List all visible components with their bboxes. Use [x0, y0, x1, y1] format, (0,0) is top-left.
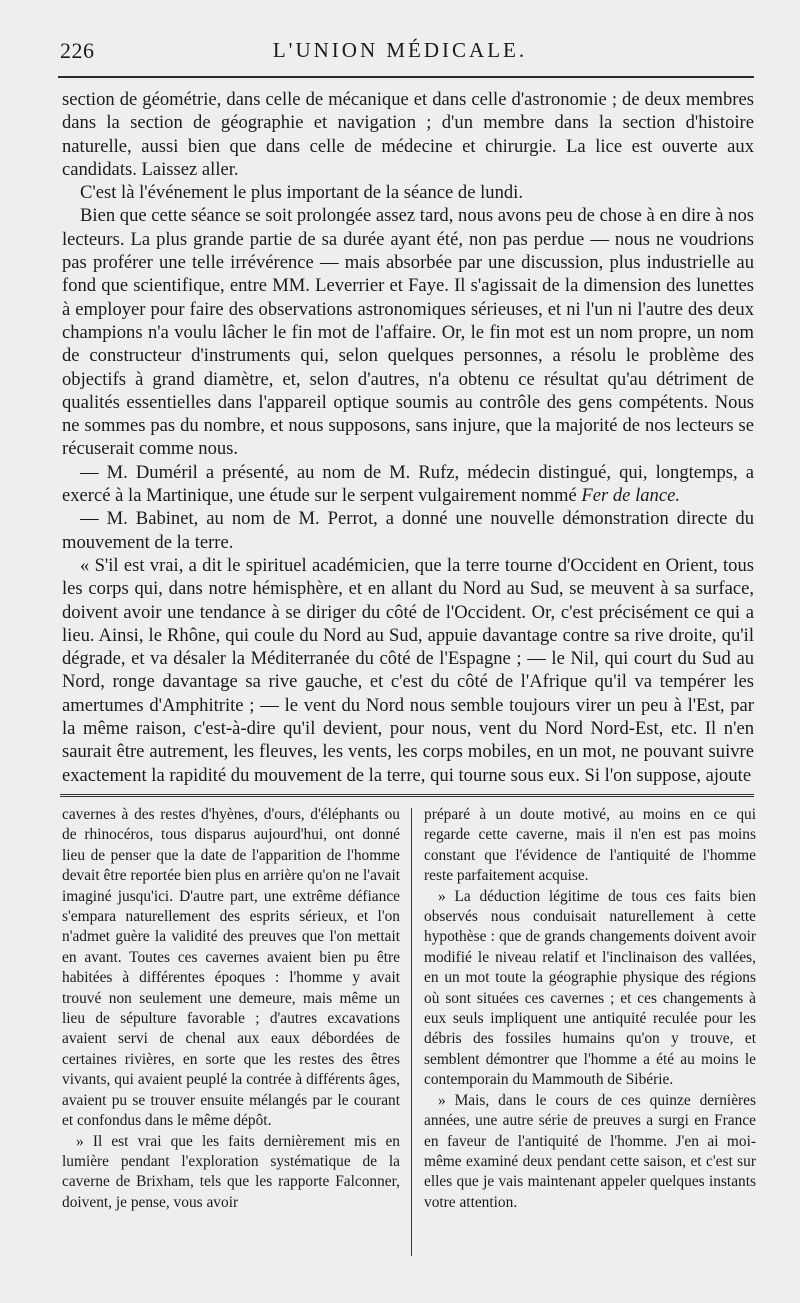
paragraph: préparé à un doute motivé, au moins en ce qui regarde cette caverne, mais il n'en est pas moins constant que l'évidence de l'antiquité de l'homme reste parfaitement acquise. [424, 806, 756, 885]
paragraph: Bien que cette séance se soit prolongée assez tard, nous avons peu de chose à en dire à nos lecteurs. La plus grande partie de sa durée ayant été, non pas perdue — nous ne voudrions pas proférer une telle irrévérence — mais absorbée par une discussion, plus industrielle au fond que scientifique, entre MM. Leverrier et Faye. Il s'agissait de la dimension des lunettes à employer pour faire des observations astronomiques sérieuses, et ni l'un ni l'autre des deux champions n'a voulu lâcher le fin mot de l'affaire. Or, le fin mot est un nom propre, un nom de constructeur d'instruments qui, selon quelques personnes, a résolu le problème des objectifs à grand diamètre, et, selon d'autres, n'a obtenu ce résultat qu'au détriment de qualités essentielles dans l'appareil optique soumis au contrôle des gens compétents. Nous ne sommes pas du nombre, et nous supposons, sans injure, que la majorité de nos lecteurs se récuserait comme nous. [62, 205, 754, 460]
paragraph: C'est là l'événement le plus important de la séance de lundi. [80, 182, 523, 204]
paragraph: cavernes à des restes d'hyènes, d'ours, d'éléphants ou de rhinocéros, tous disparus aujourd'hui, ont donné lieu de penser que la date de l'apparition de l'homme devait être reportée bien plus en arrière qu'on ne l'avait imaginé jusqu'ici. D'autre part, une extrême défiance s'empara naturellement des esprits sérieux, et l'on n'admet guère la validité des preuves que l'on mettait en avant. Toutes ces cavernes avaient bien pu être habitées à différentes époques : l'homme y avait trouvé non seulement une demeure, mais même un lieu de sépulture favorable ; d'autres excavations avaient servi de chenal aux eaux débordées de certaines rivières, en sorte que les restes des êtres vivants, qui avaient peuplé la contrée à différents âges, avaient pu se trouver ensuite mélangés par le courant et confondus dans le même dépôt. [62, 806, 400, 1130]
paragraph-dumeril [62, 461, 754, 508]
paragraph: » La déduction légitime de tous ces faits bien observés nous conduisait naturellement à cette hypothèse : que de grands changements doivent avoir modifié le niveau relatif et l'inclinaison des vallées, en un mot toute la géographie physique des régions où sont situées ces cavernes ; et ces changements à eux seuls impliquent une antiquité reculée pour les débris des fossiles humains qu'on y trouve, et semblent démontrer que l'homme a été au moins le contemporain du Mammouth de Sibérie. [424, 887, 756, 1089]
feuilleton-right-column [424, 805, 756, 1213]
paragraph: « S'il est vrai, a dit le spirituel académicien, que la terre tourne d'Occident en Orient, tous les corps qui, dans notre hémisphère, et en allant du Nord au Sud, se meuvent à sa surface, doivent avoir une tendance à se diriger du côté de l'Occident. Or, c'est précisément ce qui a lieu. Ainsi, le Rhône, qui coule du Nord au Sud, appuie davantage contre sa rive droite, qu'il dégrade, et va désaler la Méditerranée du côté de l'Espagne ; — le Nil, qui court du Sud au Nord, ronge davantage sa rive gauche, et c'est du côté de l'Afrique qu'il va tempérer les amertumes d'Amphitrite ; — le vent du Nord nous semble toujours virer un peu à l'Est, par la même raison, c'est-à-dire qu'il devient, pour nous, vent du Nord Nord-Est, etc. Il n'en saurait être autrement, les fleuves, les vents, les corps mobiles, en un mot, ne pouvant suivre exactement la rapidité du mouvement de la terre, qui tourne sous eux. Si l'on suppose, ajoute [62, 554, 754, 786]
paragraph: » Mais, dans le cours de ces quinze dernières années, une autre série de preuves a surgi en France en faveur de l'antiquité de l'homme. J'en ai moi-même examiné deux pendant cette saison, et c'est sur elles que je vais maintenant appeler quelques instants votre attention. [424, 1091, 756, 1211]
column-divider [411, 808, 412, 1256]
paragraph: section de géométrie, dans celle de mécanique et dans celle d'astronomie ; de deux membres dans la section de géographie et navigation ; d'un membre dans la section d'histoire naturelle, aussi bien que dans celle de médecine et chirurgie. La lice est ouverte aux candidats. Laissez aller. [62, 89, 754, 180]
page-number: 226 [60, 38, 95, 63]
species-name: Fer de lance. [581, 485, 680, 507]
main-article [62, 88, 754, 787]
dumeril-text: — M. Duméril a présenté, au nom de M. Rufz, médecin distingué, qui, longtemps, a exercé à la Martinique, une étude sur le serpent vulgairement nommé [62, 461, 754, 507]
paragraph: — M. Babinet, au nom de M. Perrot, a donné une nouvelle démonstration directe du mouvement de la terre. [62, 508, 754, 553]
paragraph: » Il est vrai que les faits dernièrement mis en lumière pendant l'exploration systématique de la caverne de Brixham, tels que les rapporte Falconner, doivent, je pense, vous avoir [62, 1132, 400, 1211]
feuilleton-separator [60, 794, 754, 797]
journal-title: L'UNION MÉDICALE. [272, 38, 528, 62]
feuilleton-left-column [62, 805, 400, 1213]
header-rule [58, 76, 754, 78]
